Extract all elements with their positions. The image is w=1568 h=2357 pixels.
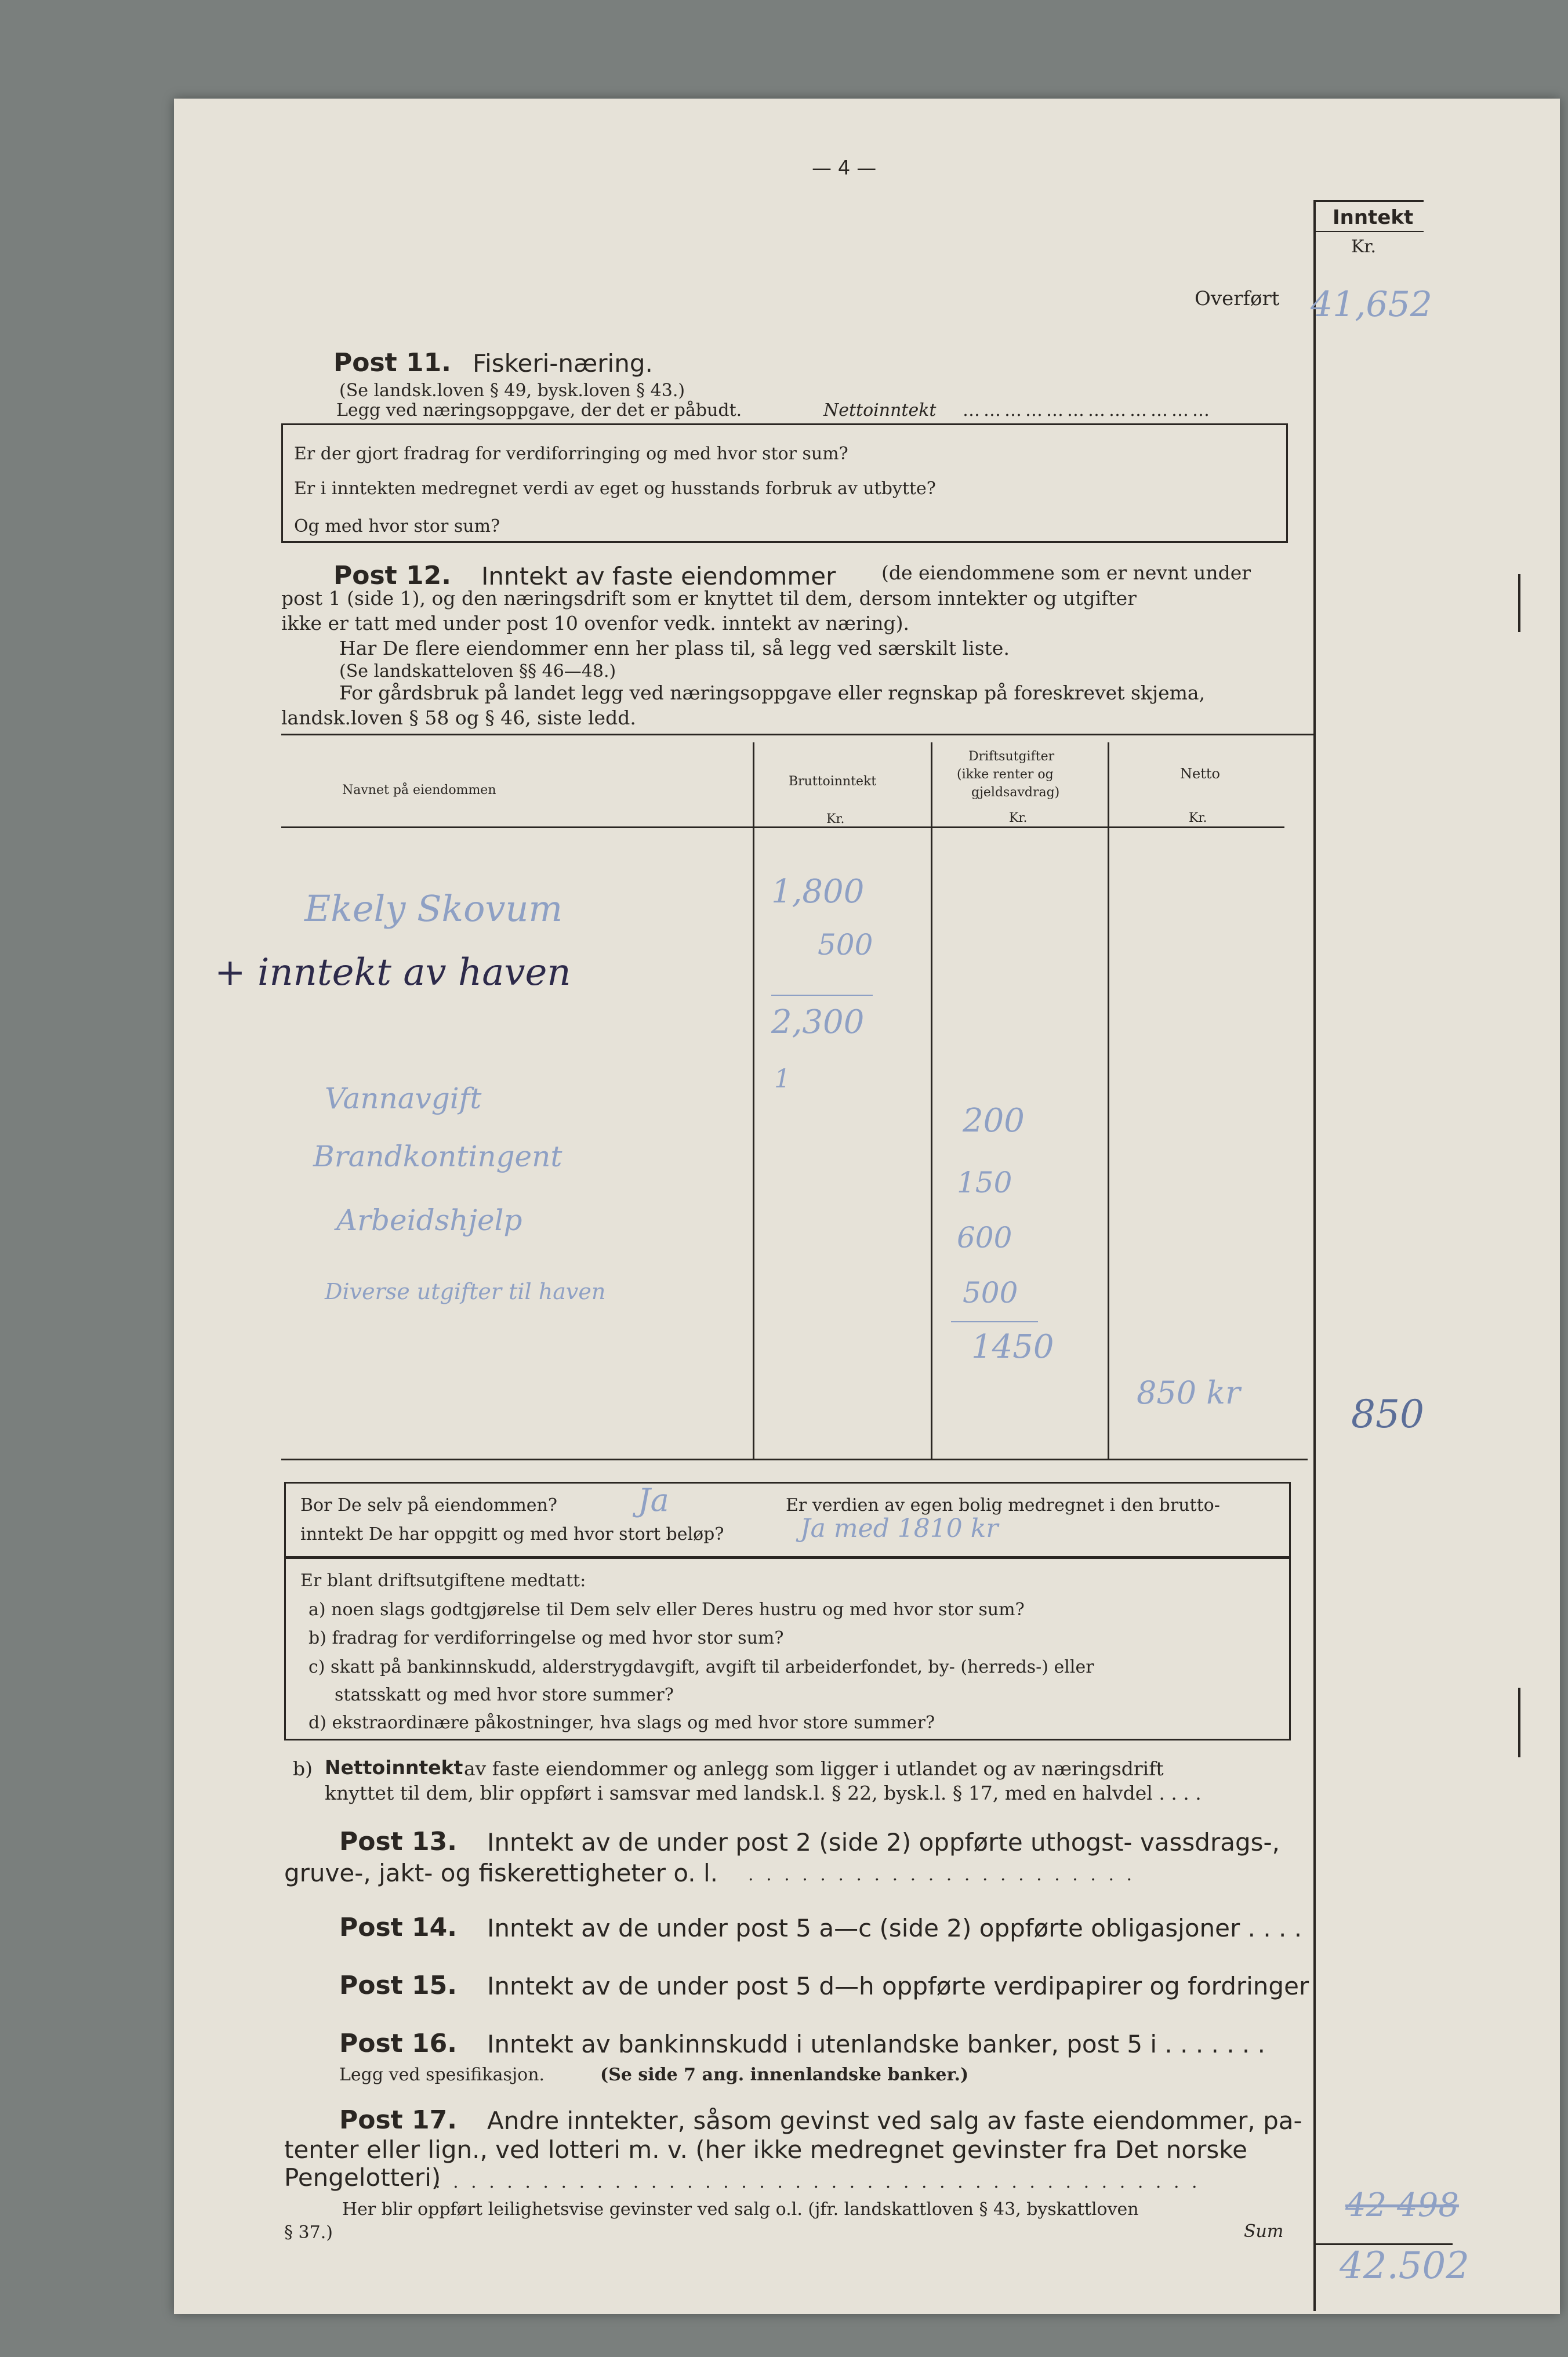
table-col-net: Netto: [1180, 766, 1220, 782]
post11-net-label: Nettoinntekt: [823, 400, 937, 420]
hw-expense-1: 200: [963, 1102, 1025, 1140]
post14-label: Post 14.: [339, 1913, 457, 1942]
post12-line-5: (Se landskatteloven §§ 46—48.): [339, 661, 616, 681]
post12-line-2: post 1 (side 1), og den næringsdrift som er knyttet til dem, dersom inntekter og utgifter: [281, 587, 1137, 610]
table-bottom-rule: [281, 1459, 1308, 1460]
post13-line-1: Inntekt av de under post 2 (side 2) oppførte uthogst- vassdrags-,: [487, 1828, 1280, 1856]
table-col-expenses-1: Driftsutgifter: [968, 749, 1055, 764]
table-col-expenses-2: (ikke renter og: [957, 767, 1054, 782]
table-top-rule: [281, 734, 1313, 735]
post12-line-4: Har De flere eiendommer enn her plass til, så legg ved særskilt liste.: [339, 637, 1010, 659]
income-column-rule: [1313, 200, 1316, 2311]
income-column-header: Inntekt: [1333, 206, 1414, 229]
form-page: [174, 99, 1560, 2314]
margin-mark-2: [1518, 1688, 1520, 1757]
hw-gross-sum: 2,300: [771, 1003, 865, 1041]
post12b-bold: Nettoinntekt: [325, 1756, 463, 1779]
page-number: — 4 —: [812, 157, 877, 180]
question-expenses-b: b) fradrag for verdiforringelse og med hvor stor sum?: [308, 1628, 784, 1648]
question-expenses-a: a) noen slags godtgjørelse til Dem selv eller Deres hustru og med hvor stor sum?: [308, 1600, 1025, 1620]
post13-dots: . . . . . . . . . . . . . . . . . . . . . .: [748, 1865, 1136, 1885]
post13-label: Post 13.: [339, 1827, 457, 1856]
post12b-lead: b): [293, 1757, 313, 1780]
post12b-line-2: knyttet til dem, blir oppført i samsvar med landsk.l. § 22, bysk.l. § 17, med en halvdel . . . .: [325, 1782, 1202, 1804]
post14-text: Inntekt av de under post 5 a—c (side 2) oppførte obligasjoner . . . .: [487, 1914, 1302, 1942]
post15-text: Inntekt av de under post 5 d—h oppførte verdipapirer og fordringer: [487, 1972, 1309, 2000]
post16-text: Inntekt av bankinnskudd i utenlandske banker, post 5 i . . . . . . .: [487, 2030, 1265, 2058]
income-sum-struck: 42 498: [1345, 2186, 1459, 2224]
table-col-rule-2: [931, 742, 932, 1459]
question-expenses-intro: Er blant driftsutgiftene medtatt:: [300, 1571, 586, 1591]
income-column-header-rule: [1313, 231, 1424, 232]
question-own-dwelling-b: inntekt De har oppgitt og med hvor stort beløp?: [300, 1524, 724, 1544]
post11-question-3: Og med hvor stor sum?: [294, 516, 500, 536]
post12b-line-1: av faste eiendommer og anlegg som ligger i utlandet og av næringsdrift: [464, 1757, 1164, 1780]
hw-gross-2: 500: [818, 928, 873, 962]
question-expenses-d: d) ekstraordinære påkostninger, hva slags og med hvor store summer?: [308, 1713, 935, 1733]
table-col-rule-3: [1108, 742, 1109, 1459]
hw-gross-minus: 1: [774, 1064, 790, 1094]
post11-label: Post 11.: [333, 348, 451, 378]
post12-line-1: (de eiendommene som er nevnt under: [881, 561, 1251, 584]
hw-expense-4: 500: [963, 1276, 1018, 1310]
table-header-rule: [281, 826, 1284, 828]
hw-plus-garden: + inntekt av haven: [215, 951, 571, 994]
hw-gross-1: 1,800: [771, 873, 865, 911]
post11-question-1: Er der gjort fradrag for verdiforringing og med hvor stor sum?: [294, 444, 848, 464]
post11-net-dots: ………………………………: [963, 400, 1213, 420]
carried-over-label: Overført: [1195, 287, 1280, 310]
post17-line-2: tenter eller lign., ved lotteri m. v. (her ikke medregnet gevinster fra Det norske: [284, 2135, 1247, 2164]
post17-label: Post 17.: [339, 2105, 457, 2135]
hw-gross-underline: [771, 995, 873, 996]
income-column-top-rule: [1313, 200, 1424, 202]
hw-net: 850 kr: [1137, 1375, 1240, 1411]
hw-expense-label-4: Diverse utgifter til haven: [325, 1279, 606, 1304]
hw-expense-label-1: Vannavgift: [325, 1082, 482, 1115]
question-own-dwelling-a: Er verdien av egen bolig medregnet i den brutto-: [786, 1495, 1220, 1515]
post12-line-6: For gårdsbruk på landet legg ved næringsoppgave eller regnskap på foreskrevet skjema,: [339, 681, 1206, 704]
post16-sub-a: Legg ved spesifikasjon.: [339, 2065, 545, 2085]
question-expenses-c1: c) skatt på bankinnskudd, alderstrygdavgift, avgift til arbeiderfondet, by- (herreds-) eller: [308, 1657, 1094, 1677]
income-post12-value: 850: [1351, 1392, 1424, 1437]
income-sum-final: 42.502: [1340, 2244, 1469, 2287]
post11-note: Legg ved næringsoppgave, der det er påbudt.: [336, 400, 742, 420]
hw-expense-3: 600: [957, 1221, 1012, 1254]
post17-line-5: § 37.): [284, 2222, 333, 2243]
post12-title: Inntekt av faste eiendommer: [481, 562, 836, 590]
post17-line-4: Her blir oppført leilighetsvise gevinster ved salg o.l. (jfr. landskattloven § 43, byskattloven: [342, 2199, 1139, 2220]
post11-ref: (Se landsk.loven § 49, bysk.loven § 43.): [339, 380, 685, 401]
post17-line-3: Pengelotteri): [284, 2163, 441, 2192]
post12-line-3: ikke er tatt med under post 10 ovenfor vedk. inntekt av næring).: [281, 612, 909, 634]
table-col-gross-kr: Kr.: [826, 812, 845, 826]
table-col-expenses-kr: Kr.: [1009, 811, 1028, 825]
post17-sum-label: Sum: [1244, 2221, 1284, 2242]
table-col-net-kr: Kr.: [1189, 811, 1207, 825]
hw-answer-value: Ja med 1810 kr: [800, 1514, 999, 1543]
hw-expense-2: 150: [957, 1166, 1012, 1199]
post12-line-7: landsk.loven § 58 og § 46, siste ledd.: [281, 706, 636, 729]
post11-question-2: Er i inntekten medregnet verdi av eget og husstands forbruk av utbytte?: [294, 478, 936, 499]
table-col-rule-1: [753, 742, 754, 1459]
post17-line-1: Andre inntekter, såsom gevinst ved salg av faste eiendommer, pa-: [487, 2106, 1302, 2135]
property-questions-box: [284, 1482, 1291, 1558]
hw-expense-sum: 1450: [971, 1328, 1054, 1366]
post16-label: Post 16.: [339, 2029, 457, 2058]
question-live-on-property: Bor De selv på eiendommen?: [300, 1495, 557, 1515]
hw-expense-underline: [951, 1321, 1038, 1322]
hw-property-name: Ekely Skovum: [304, 887, 563, 930]
table-col-expenses-3: gjeldsavdrag): [971, 785, 1060, 800]
hw-expense-label-3: Arbeidshjelp: [336, 1203, 522, 1237]
table-col-gross: Bruttoinntekt: [789, 774, 877, 789]
post16-sub-b: (Se side 7 ang. innenlandske banker.): [600, 2065, 969, 2085]
post15-label: Post 15.: [339, 1971, 457, 2000]
post12-label: Post 12.: [333, 561, 451, 590]
hw-expense-label-2: Brandkontingent: [313, 1140, 562, 1173]
income-carried-value: 41,652: [1311, 284, 1432, 325]
question-expenses-c2: statsskatt og med hvor store summer?: [335, 1685, 674, 1705]
post17-dots: . . . . . . . . . . . . . . . . . . . . . . . . . . . . . . . . . . . . . . . . . . .: [435, 2172, 1201, 2192]
table-col-name: Navnet på eiendommen: [342, 783, 496, 797]
post13-line-2: gruve-, jakt- og fiskerettigheter o. l.: [284, 1859, 718, 1887]
post11-title: Fiskeri-næring.: [473, 349, 653, 378]
hw-answer-live: Ja: [638, 1482, 669, 1518]
margin-mark-1: [1518, 574, 1520, 632]
income-column-sub: Kr.: [1351, 237, 1376, 257]
